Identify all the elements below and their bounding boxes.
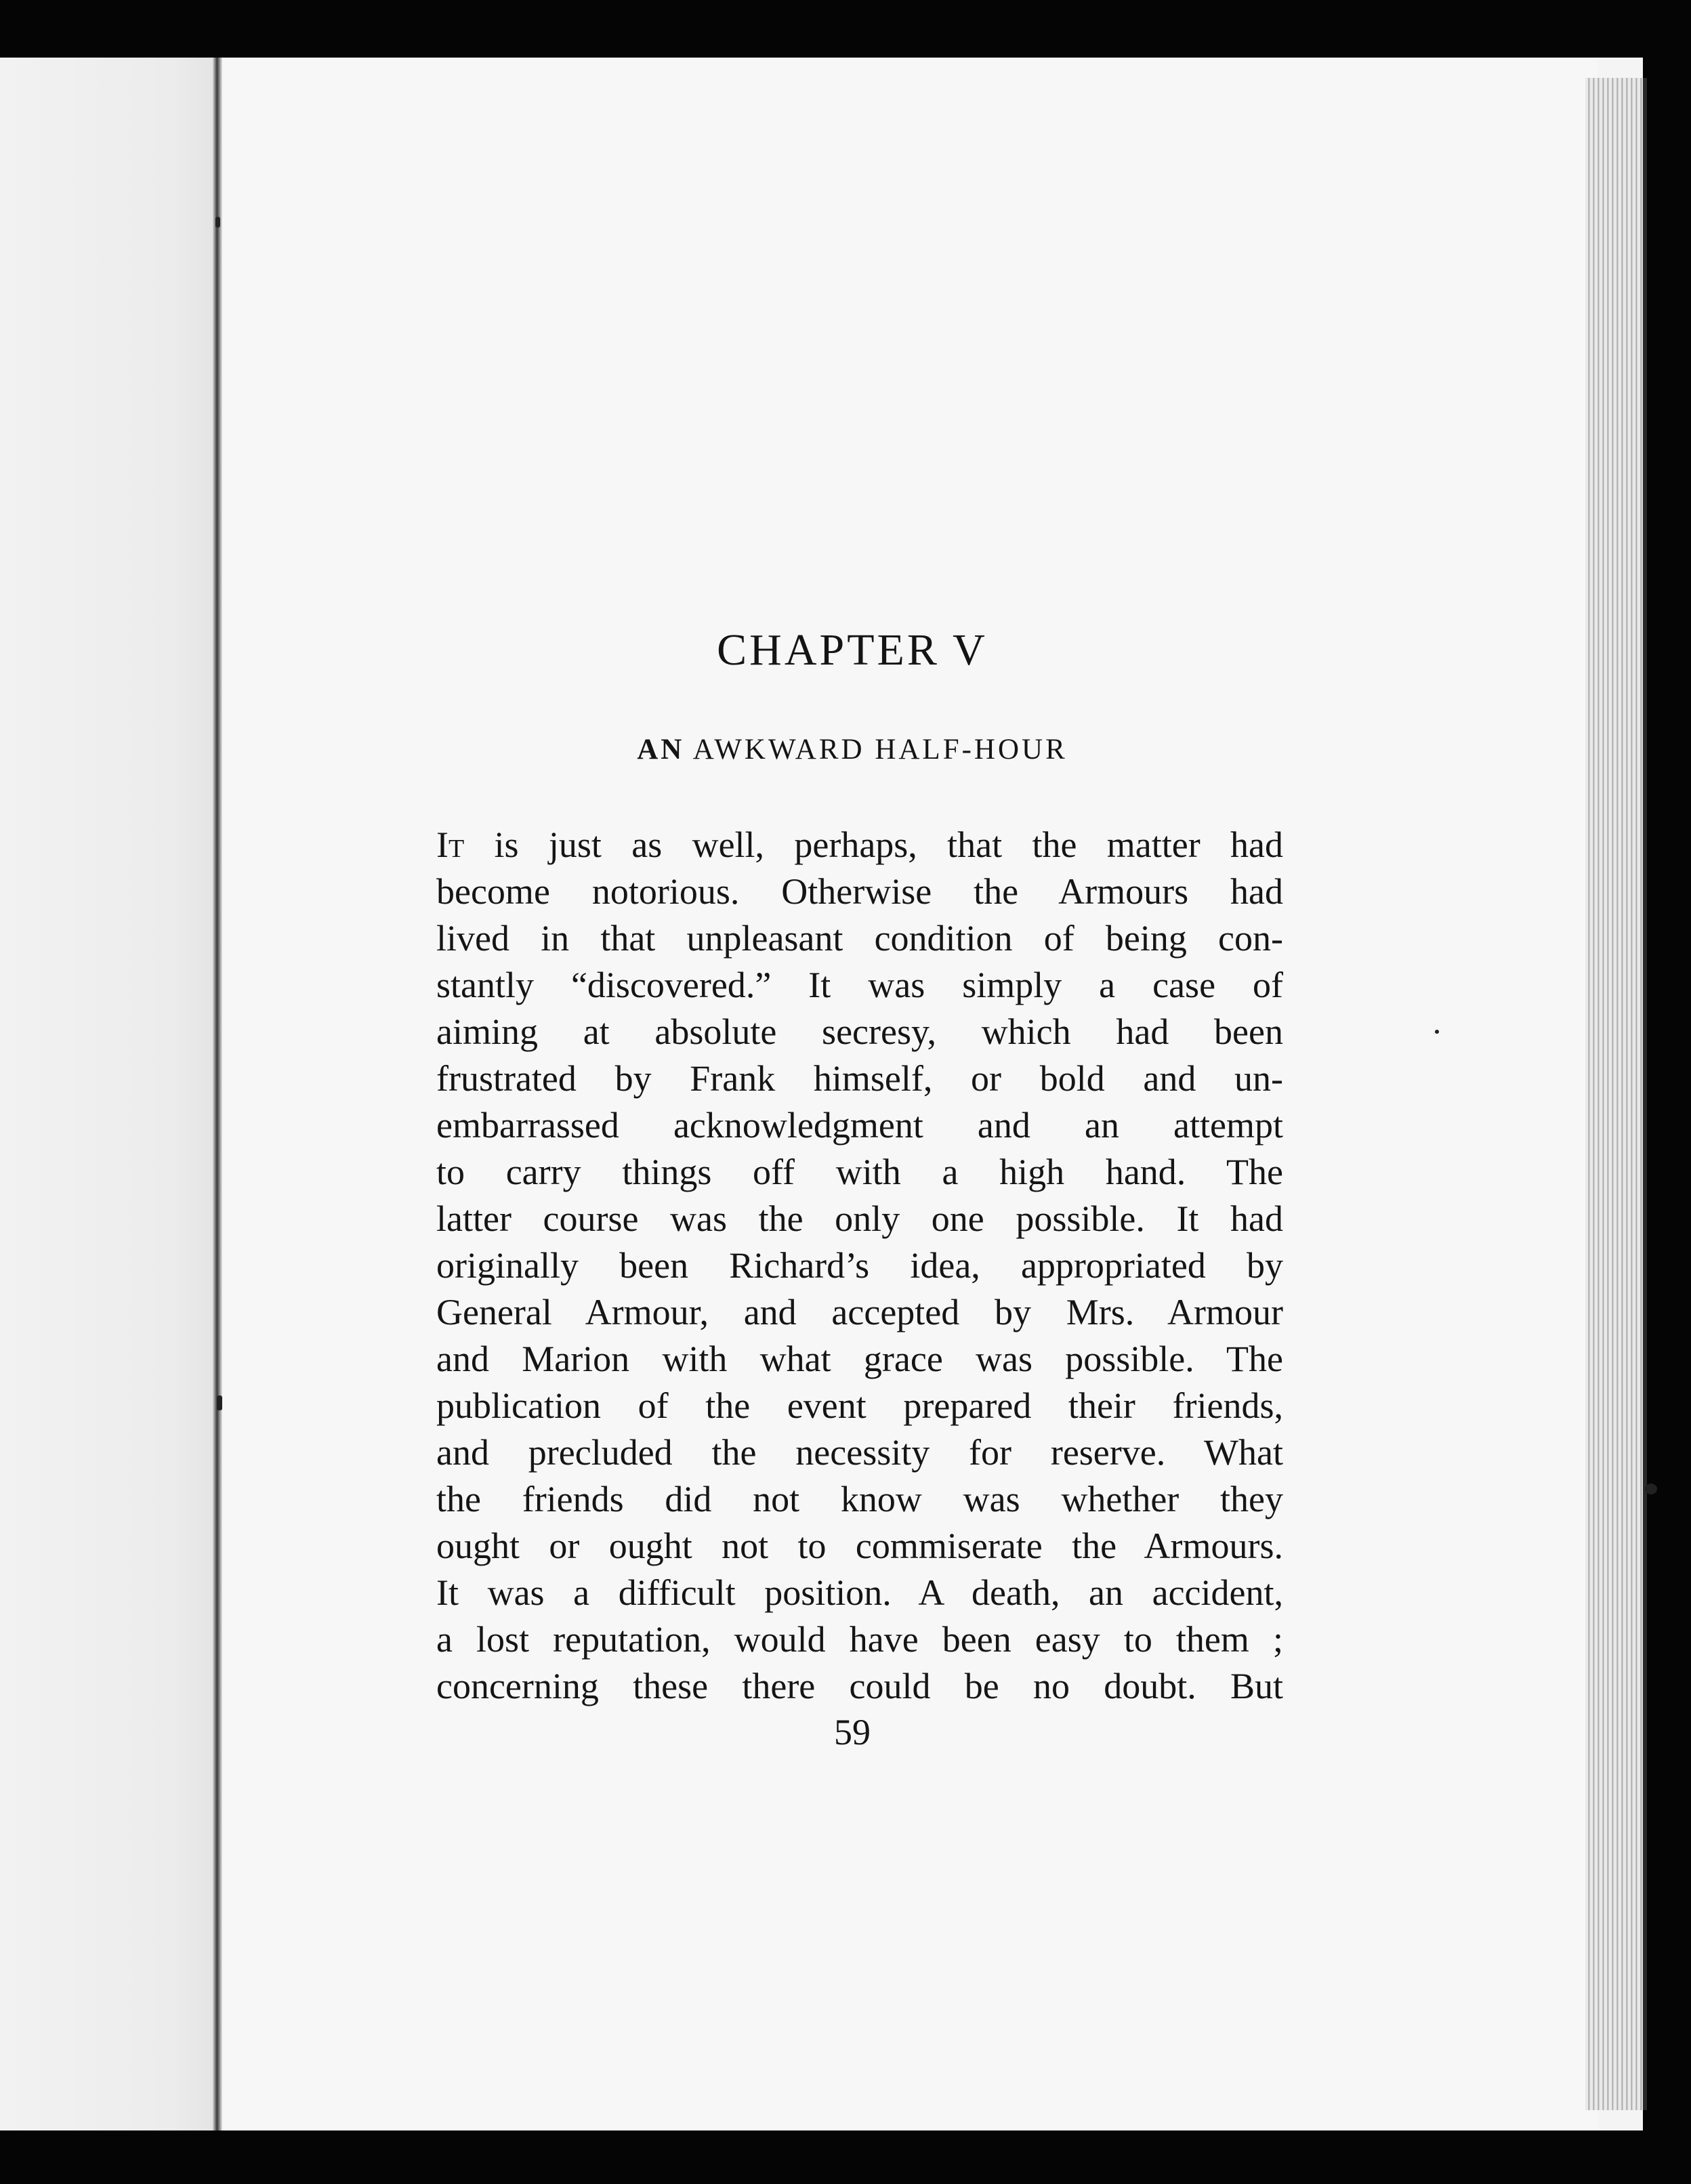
text-line: It was a difficult position. A death, an accident, bbox=[436, 1572, 1283, 1613]
text-line: and precluded the necessity for reserve. What bbox=[436, 1432, 1283, 1473]
text-line: embarrassed acknowledgment and an attempt bbox=[436, 1105, 1283, 1146]
book-gutter bbox=[213, 58, 222, 2130]
text-line: a lost reputation, would have been easy to them ; bbox=[436, 1619, 1283, 1660]
page-number: 59 bbox=[834, 1712, 871, 1752]
chapter-subtitle-first-word: AN bbox=[637, 734, 685, 765]
scan-speck bbox=[217, 1395, 222, 1410]
scan-speck bbox=[1435, 1030, 1439, 1034]
text-line: aiming at absolute secresy, which had been bbox=[436, 1011, 1283, 1052]
page-stack-edges bbox=[1585, 78, 1647, 2110]
text-line: originally been Richard’s idea, appropriated by bbox=[436, 1245, 1283, 1286]
chapter-subtitle-rest: AWKWARD HALF-HOUR bbox=[692, 734, 1068, 765]
text-line: concerning these there could be no doubt. But bbox=[436, 1666, 1283, 1706]
text-line: General Armour, and accepted by Mrs. Armour bbox=[436, 1292, 1283, 1332]
text-line: stantly “discovered.” It was simply a case of bbox=[436, 965, 1283, 1005]
chapter-title: CHAPTER V bbox=[717, 625, 988, 675]
scan-speck bbox=[215, 217, 220, 228]
text-line: to carry things off with a high hand. The bbox=[436, 1152, 1283, 1192]
chapter-body bbox=[436, 822, 1283, 1710]
chapter-subtitle bbox=[222, 733, 1482, 766]
text-line: frustrated by Frank himself, or bold and un- bbox=[436, 1058, 1283, 1099]
text-line: latter course was the only one possible. It had bbox=[436, 1198, 1283, 1239]
left-page-edge bbox=[0, 58, 215, 2130]
text-line: ought or ought not to commiserate the Armours. bbox=[436, 1526, 1283, 1566]
dropcap-word: It bbox=[436, 824, 465, 865]
text-line: the friends did not know was whether they bbox=[436, 1479, 1283, 1519]
text-line: and Marion with what grace was possible. The bbox=[436, 1339, 1283, 1379]
text-line: lived in that unpleasant condition of being con- bbox=[436, 918, 1283, 959]
text-line: It is just as well, perhaps, that the matter had bbox=[436, 824, 1283, 865]
text-line: publication of the event prepared their friends, bbox=[436, 1385, 1283, 1426]
text-line: become notorious. Otherwise the Armours had bbox=[436, 871, 1283, 912]
scan-speck bbox=[1645, 1484, 1657, 1494]
